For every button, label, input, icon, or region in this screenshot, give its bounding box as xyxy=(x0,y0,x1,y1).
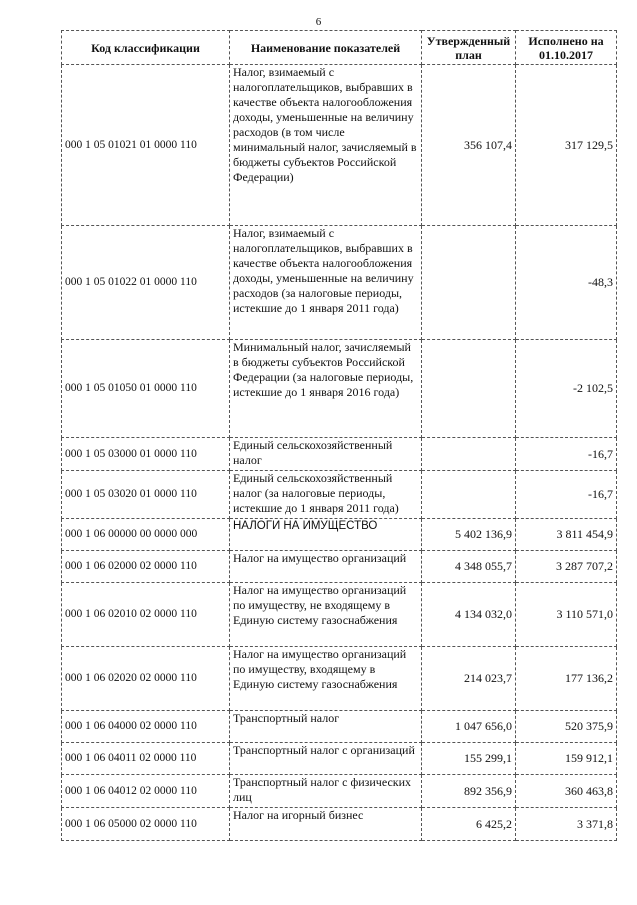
row-executed: -2 102,5 xyxy=(516,340,617,438)
table-row xyxy=(62,583,617,647)
row-code: 000 1 06 02010 02 0000 110 xyxy=(62,583,230,647)
row-plan: 4 134 032,0 xyxy=(422,583,516,647)
row-executed: -16,7 xyxy=(516,438,617,471)
row-code: 000 1 06 04012 02 0000 110 xyxy=(62,775,230,808)
table-row xyxy=(62,743,617,775)
header-code: Код классификации xyxy=(62,31,230,65)
table-row xyxy=(62,438,617,471)
row-executed: -16,7 xyxy=(516,471,617,519)
row-code: 000 1 06 04011 02 0000 110 xyxy=(62,743,230,775)
table-row xyxy=(62,340,617,438)
row-executed: 3 371,8 xyxy=(516,808,617,841)
row-executed: 3 811 454,9 xyxy=(516,519,617,551)
revenue-table xyxy=(61,30,617,841)
row-executed: 177 136,2 xyxy=(516,647,617,711)
table-row xyxy=(62,775,617,808)
row-code: 000 1 06 04000 02 0000 110 xyxy=(62,711,230,743)
row-plan xyxy=(422,340,516,438)
table-row xyxy=(62,471,617,519)
table-row xyxy=(62,551,617,583)
row-plan: 892 356,9 xyxy=(422,775,516,808)
row-executed: 3 287 707,2 xyxy=(516,551,617,583)
row-plan: 214 023,7 xyxy=(422,647,516,711)
row-name: Транспортный налог с физических лиц xyxy=(230,775,422,808)
header-executed: Исполнено на 01.10.2017 xyxy=(516,31,617,65)
row-plan xyxy=(422,226,516,340)
row-code: 000 1 06 02020 02 0000 110 xyxy=(62,647,230,711)
row-name: Налог на игорный бизнес xyxy=(230,808,422,841)
row-name: Транспортный налог xyxy=(230,711,422,743)
row-executed: 159 912,1 xyxy=(516,743,617,775)
row-plan: 6 425,2 xyxy=(422,808,516,841)
row-name: Налог на имущество организаций по имуществу, не входящему в Единую систему газоснабжения xyxy=(230,583,422,647)
row-name: Минимальный налог, зачисляемый в бюджеты субъектов Российской Федерации (за налоговые периоды, истекшие до 1 января 2016 года) xyxy=(230,340,422,438)
table-header-row xyxy=(62,31,617,65)
table-row xyxy=(62,808,617,841)
row-code: 000 1 05 01050 01 0000 110 xyxy=(62,340,230,438)
table-row xyxy=(62,226,617,340)
table-row xyxy=(62,519,617,551)
table-row xyxy=(62,647,617,711)
row-code: 000 1 05 01021 01 0000 110 xyxy=(62,65,230,226)
row-name: Налог, взимаемый с налогоплательщиков, выбравших в качестве объекта налогообложения доходы, уменьшенные на величину расходов (в том числе минимальный налог, зачисляемый в бюджеты субъектов Российской Федерации) xyxy=(230,65,422,226)
row-code: 000 1 06 05000 02 0000 110 xyxy=(62,808,230,841)
row-plan: 4 348 055,7 xyxy=(422,551,516,583)
row-code: 000 1 05 01022 01 0000 110 xyxy=(62,226,230,340)
page-number: 6 xyxy=(315,16,322,28)
row-plan xyxy=(422,471,516,519)
header-plan: Утвержденный план xyxy=(422,31,516,65)
row-plan: 155 299,1 xyxy=(422,743,516,775)
row-plan: 5 402 136,9 xyxy=(422,519,516,551)
row-executed: 317 129,5 xyxy=(516,65,617,226)
row-name: Транспортный налог с организаций xyxy=(230,743,422,775)
row-name: НАЛОГИ НА ИМУЩЕСТВО xyxy=(230,519,422,551)
row-name: Налог на имущество организаций по имуществу, входящему в Единую систему газоснабжения xyxy=(230,647,422,711)
row-executed: 360 463,8 xyxy=(516,775,617,808)
row-plan xyxy=(422,438,516,471)
row-executed: -48,3 xyxy=(516,226,617,340)
row-name: Налог, взимаемый с налогоплательщиков, выбравших в качестве объекта налогообложения доходы, уменьшенные на величину расходов (за налоговые периоды, истекшие до 1 января 2011 года) xyxy=(230,226,422,340)
row-name: Налог на имущество организаций xyxy=(230,551,422,583)
row-name: Единый сельскохозяйственный налог xyxy=(230,438,422,471)
row-code: 000 1 05 03020 01 0000 110 xyxy=(62,471,230,519)
row-code: 000 1 06 00000 00 0000 000 xyxy=(62,519,230,551)
header-name: Наименование показателей xyxy=(230,31,422,65)
row-plan: 356 107,4 xyxy=(422,65,516,226)
row-executed: 3 110 571,0 xyxy=(516,583,617,647)
row-name: Единый сельскохозяйственный налог (за налоговые периоды, истекшие до 1 января 2011 года) xyxy=(230,471,422,519)
row-executed: 520 375,9 xyxy=(516,711,617,743)
row-plan: 1 047 656,0 xyxy=(422,711,516,743)
row-code: 000 1 05 03000 01 0000 110 xyxy=(62,438,230,471)
table-row xyxy=(62,711,617,743)
row-code: 000 1 06 02000 02 0000 110 xyxy=(62,551,230,583)
table-row xyxy=(62,65,617,226)
